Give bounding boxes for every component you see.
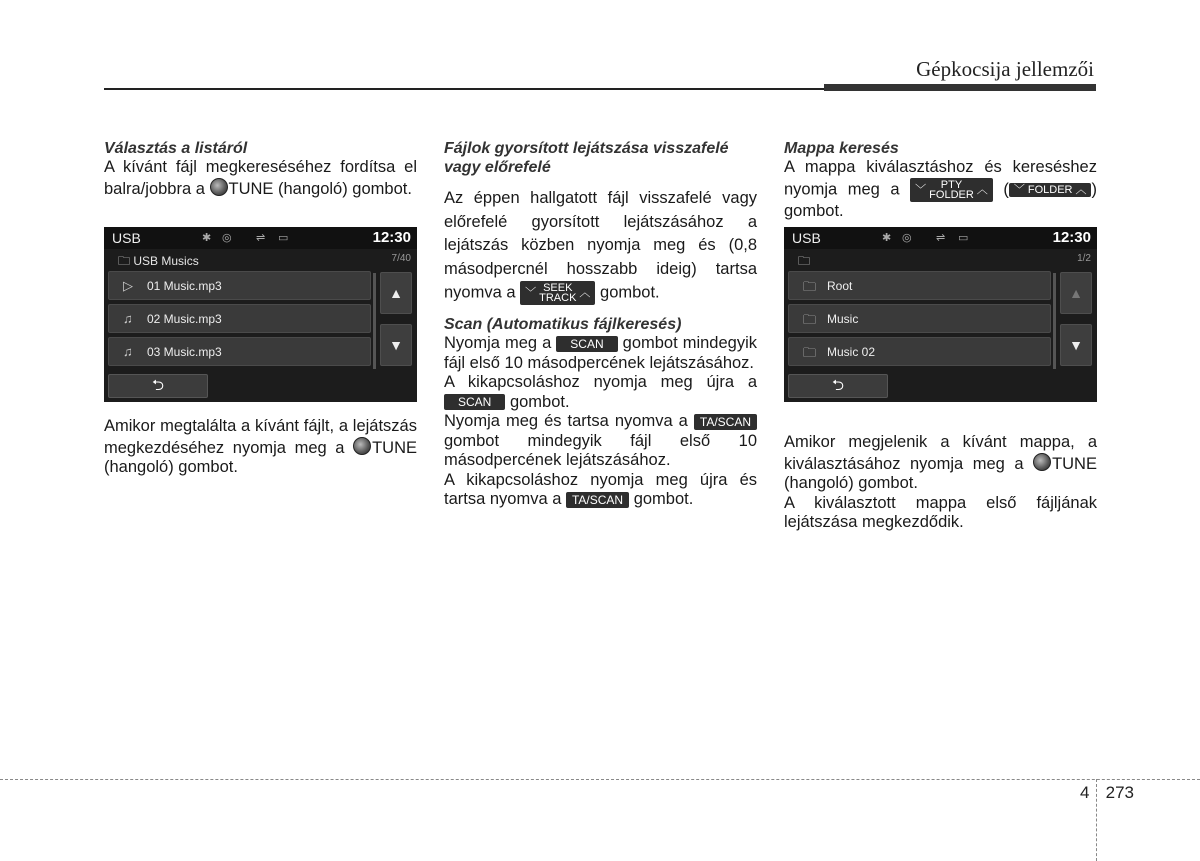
usb-music-list-screen bbox=[104, 227, 417, 402]
footer-rule bbox=[0, 779, 1200, 780]
text: gombot. bbox=[600, 283, 660, 302]
music-note-icon: ♫ bbox=[123, 311, 133, 326]
usb-icon: ⇌ bbox=[936, 232, 946, 244]
section-heading-scan: Scan (Automatikus fájlkeresés) bbox=[444, 316, 682, 333]
chapter-number: 4 bbox=[1080, 783, 1090, 802]
folder-icon: 🗀 bbox=[803, 279, 817, 294]
disc-icon: ◎ bbox=[222, 232, 232, 244]
text: TUNE (hangoló) gombot. bbox=[228, 179, 412, 198]
list-item-label: 02 Music.mp3 bbox=[147, 312, 222, 326]
chevron-up-icon: ︿ bbox=[579, 287, 591, 299]
paragraph bbox=[444, 187, 757, 305]
clock: 12:30 bbox=[372, 229, 411, 246]
folder-count: 1/2 bbox=[1077, 253, 1091, 264]
back-button[interactable] bbox=[108, 374, 208, 398]
text: TUNE (hangoló) gombot. bbox=[784, 454, 1097, 492]
paragraph bbox=[444, 471, 757, 510]
track-label: TRACK bbox=[539, 292, 577, 304]
paragraph bbox=[444, 373, 757, 412]
paragraph bbox=[104, 158, 417, 199]
back-arrow-icon: ⮌ bbox=[831, 377, 844, 394]
text: Amikor megtalálta a kívánt fájlt, a lejátszás megkezdéséhez nyomja meg a bbox=[104, 417, 417, 457]
list-item[interactable] bbox=[788, 304, 1051, 333]
text: A kikapcsoláshoz nyomja meg újra a bbox=[444, 373, 757, 391]
pty-folder-button-icon bbox=[910, 178, 993, 202]
text: gombot. bbox=[784, 201, 844, 220]
chevron-down-icon: ﹀ bbox=[915, 183, 927, 196]
folder-icon: 🗀 bbox=[803, 312, 817, 327]
tune-knob-icon bbox=[1033, 453, 1051, 471]
pty-label: PTY bbox=[940, 178, 963, 191]
column-2 bbox=[444, 139, 757, 510]
folder-icon: 🗀 bbox=[803, 345, 817, 360]
chevron-up-icon: ︿ bbox=[976, 183, 988, 196]
list-item[interactable] bbox=[788, 337, 1051, 366]
scroll-down-button[interactable]: ▼ bbox=[1060, 324, 1092, 366]
bluetooth-icon: ✱ bbox=[882, 232, 892, 244]
music-note-icon: ♫ bbox=[123, 344, 133, 359]
chevron-down-icon: ﹀ bbox=[1013, 183, 1025, 196]
scrollbar[interactable] bbox=[1053, 273, 1056, 369]
text: Az éppen hallgatott fájl visszafelé vagy előrefelé gyorsított lejátszásához a lejátszás közben nyomja meg és (0,8 másodpercnél hosszabb ideig) tartsa nyomva a bbox=[444, 189, 757, 302]
text: A kívánt fájl megkereséséhez fordítsa el balra/jobbra a bbox=[104, 158, 417, 198]
scan-button-icon: SCAN bbox=[556, 336, 617, 352]
folder-icon: 🗀 bbox=[798, 254, 811, 268]
section-heading-list-select: Választás a listáról bbox=[104, 140, 248, 157]
paragraph: A kiválasztott mappa első fájljának lejátszása megkezdődik. bbox=[784, 493, 1097, 531]
text: TUNE (hangoló) gombot. bbox=[104, 438, 418, 476]
text: gombot. bbox=[509, 392, 570, 411]
disc-icon: ◎ bbox=[902, 232, 912, 244]
page-number: 273 bbox=[1105, 783, 1134, 802]
list-item[interactable] bbox=[108, 304, 371, 333]
folder-label: FOLDER bbox=[1027, 183, 1073, 196]
list-item-label: Music 02 bbox=[827, 345, 876, 359]
paragraph bbox=[444, 334, 757, 373]
folder-label: FOLDER bbox=[929, 188, 974, 201]
play-icon: ▷ bbox=[123, 278, 133, 293]
spacer bbox=[444, 305, 757, 315]
header-title: Gépkocsija jellemzői bbox=[916, 57, 1094, 81]
text: gombot mindegyik fájl első 10 másodpercének lejátszásához. bbox=[444, 334, 757, 372]
scan-button-icon: SCAN bbox=[444, 394, 505, 410]
ta-scan-button-icon: TA/SCAN bbox=[694, 414, 757, 430]
seek-track-button-icon bbox=[520, 281, 595, 305]
text: Nyomja meg a bbox=[444, 334, 552, 352]
back-arrow-icon: ⮌ bbox=[151, 377, 164, 394]
folder-path bbox=[104, 249, 417, 269]
paragraph bbox=[784, 433, 1097, 494]
spacer bbox=[444, 177, 757, 187]
ta-scan-button-icon: TA/SCAN bbox=[566, 492, 629, 508]
tune-knob-icon bbox=[353, 437, 371, 455]
paragraph bbox=[104, 417, 417, 478]
text: Amikor megjelenik a kívánt mappa, a kiválasztásához nyomja meg a bbox=[784, 433, 1097, 473]
text: gombot. bbox=[633, 490, 694, 508]
scroll-up-button[interactable]: ▲ bbox=[1060, 272, 1092, 314]
text: A kikapcsoláshoz nyomja meg újra és tartsa nyomva a bbox=[444, 470, 757, 508]
scrollbar[interactable] bbox=[373, 273, 376, 369]
source-label: USB bbox=[792, 230, 821, 246]
chevron-down-icon: ﹀ bbox=[525, 287, 537, 299]
list-item-label: 03 Music.mp3 bbox=[147, 345, 222, 359]
text: Nyomja meg és tartsa nyomva a bbox=[444, 412, 688, 430]
bluetooth-icon: ✱ bbox=[202, 232, 212, 244]
list-item[interactable] bbox=[108, 337, 371, 366]
seek-label: SEEK bbox=[543, 282, 573, 294]
folder-path-label: 🗀 USB Musics bbox=[118, 254, 199, 268]
section-heading-fast-play: Fájlok gyorsított lejátszása visszafelé vagy előrefelé bbox=[444, 140, 729, 176]
folder-name: USB Musics bbox=[133, 254, 199, 268]
list-item-label: Root bbox=[827, 279, 853, 293]
folder-button-icon bbox=[1009, 183, 1092, 197]
back-button[interactable] bbox=[788, 374, 888, 398]
header-rule-accent bbox=[824, 84, 1096, 91]
battery-icon: ▭ bbox=[958, 232, 969, 244]
paragraph: A mappa kiválasztáshoz és kereséshez nyomja meg a ﹀ PTY FOLDER ︿ ( ﹀ FOLDER ︿ ) gombot. bbox=[784, 158, 1097, 220]
section-heading-folder-search: Mappa keresés bbox=[784, 140, 899, 157]
battery-icon: ▭ bbox=[278, 232, 289, 244]
list-item-label: 01 Music.mp3 bbox=[147, 279, 222, 293]
list-item[interactable] bbox=[108, 271, 371, 300]
tune-knob-icon bbox=[210, 178, 228, 196]
usb-folder-list-screen bbox=[784, 227, 1097, 402]
footer-divider bbox=[1096, 779, 1097, 861]
clock: 12:30 bbox=[1052, 229, 1091, 246]
paragraph bbox=[444, 412, 757, 471]
status-bar bbox=[784, 227, 1097, 249]
text: A mappa kiválasztáshoz és kereséshez nyomja meg a bbox=[784, 158, 1097, 198]
track-count: 7/40 bbox=[391, 253, 411, 264]
list-item[interactable] bbox=[788, 271, 1051, 300]
source-label: USB bbox=[112, 230, 141, 246]
text: gombot mindegyik fájl első 10 másodpercének lejátszásához. bbox=[444, 431, 757, 469]
folder-path bbox=[784, 249, 1097, 269]
header-rule bbox=[104, 88, 826, 90]
list-item-label: Music bbox=[827, 312, 859, 326]
scroll-up-button[interactable]: ▲ bbox=[380, 272, 412, 314]
chevron-up-icon: ︿ bbox=[1075, 183, 1087, 196]
status-bar bbox=[104, 227, 417, 249]
usb-icon: ⇌ bbox=[256, 232, 266, 244]
scroll-down-button[interactable]: ▼ bbox=[380, 324, 412, 366]
